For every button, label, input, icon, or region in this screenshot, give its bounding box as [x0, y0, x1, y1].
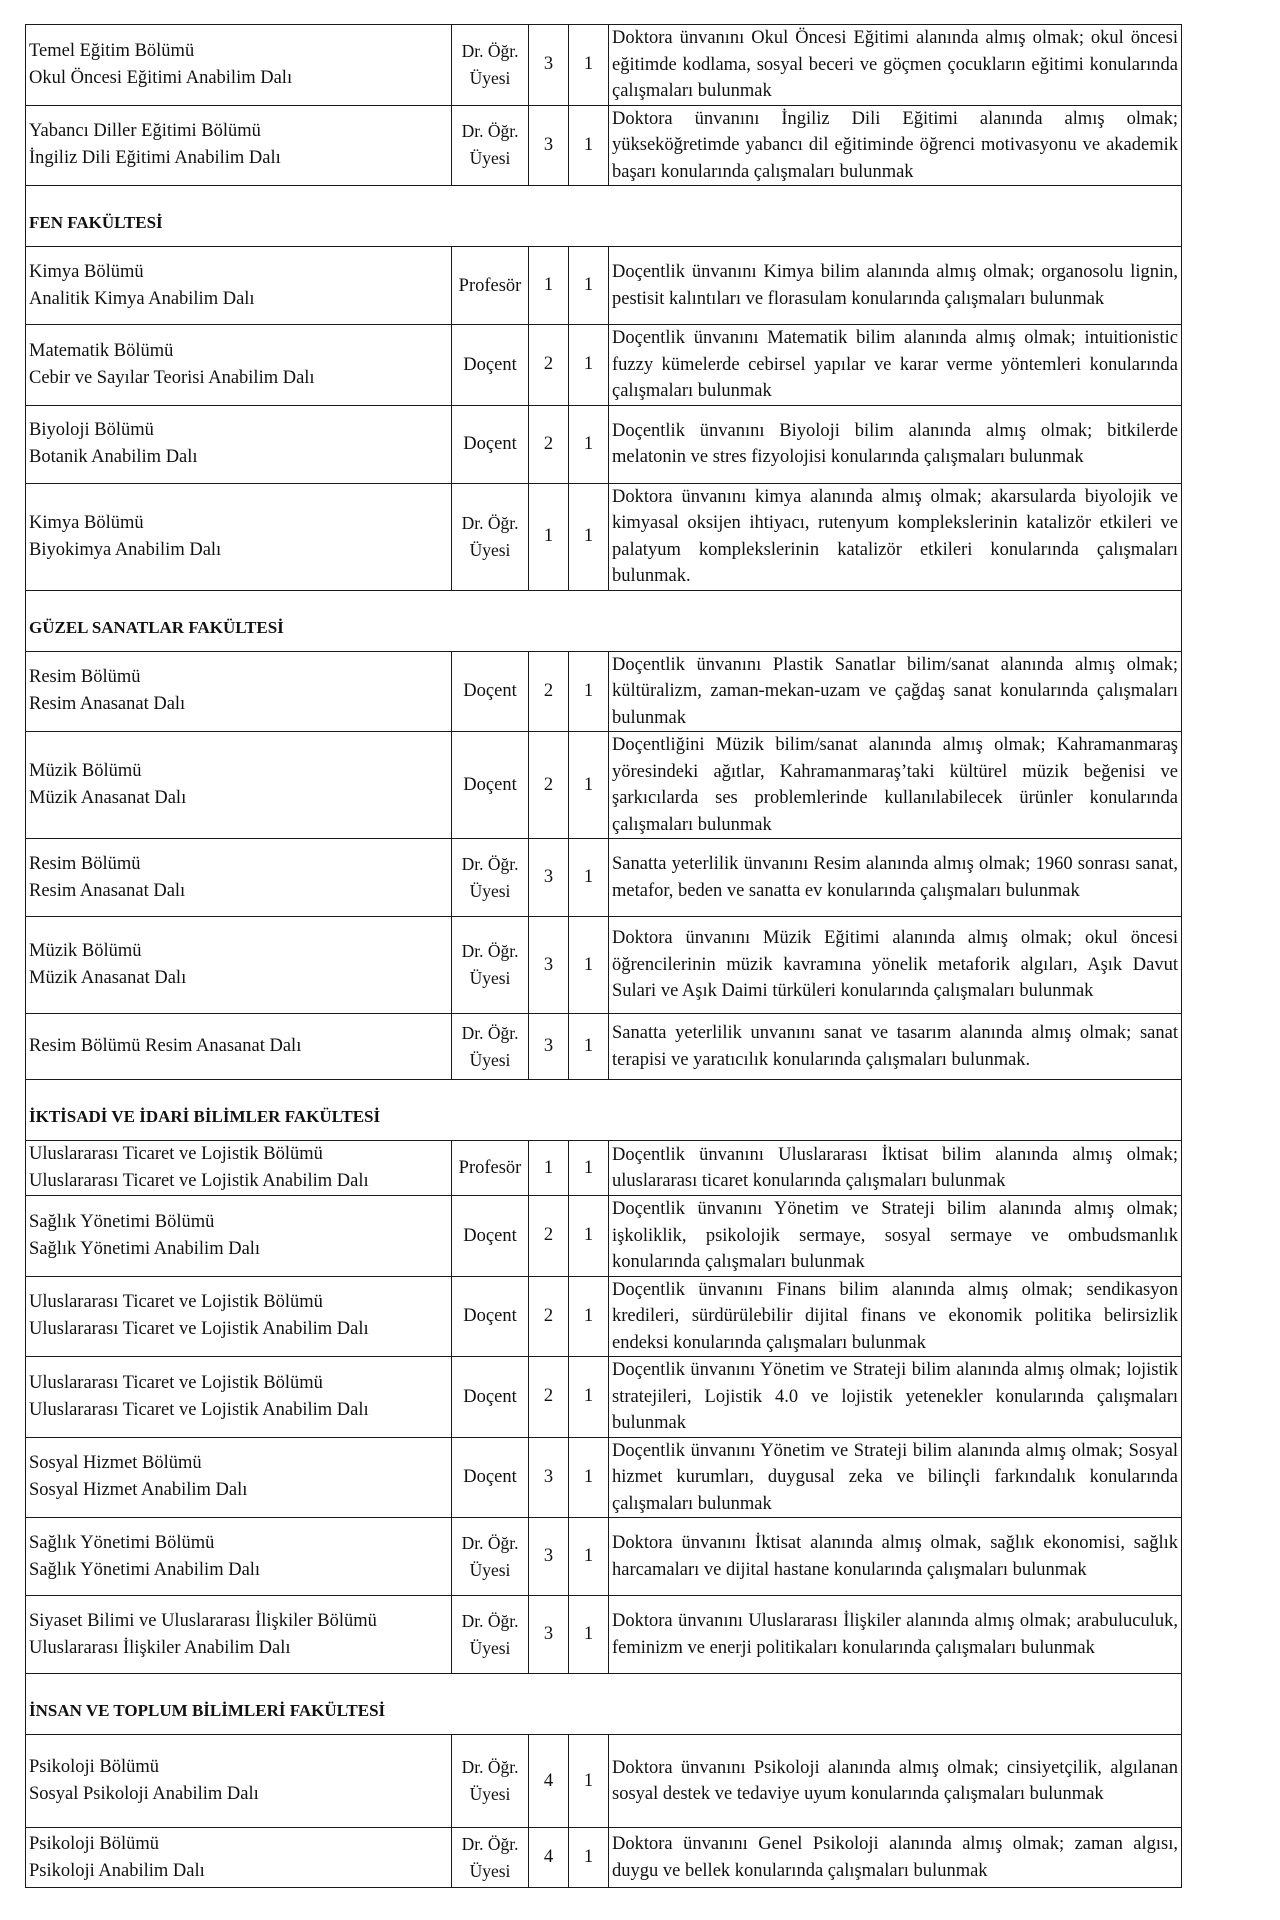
title-line: Üyesi [469, 539, 511, 560]
title-line: Doçent [463, 681, 517, 702]
unit-line: Resim Bölümü [29, 853, 141, 874]
unit-line: Cebir ve Sayılar Teorisi Anabilim Dalı [29, 367, 315, 388]
table-row [26, 1735, 1182, 1828]
requirement-text: Doktora ünvanını İktisat alanında almış olmak, sağlık ekonomisi, sağlık harcamaları ve dijital hastane konularında çalışmaları bulunmak [612, 1533, 1178, 1580]
unit-line: Uluslararası Ticaret ve Lojistik Anabilim Dalı [29, 1399, 369, 1420]
requirement-text: Doktora ünvanını Okul Öncesi Eğitimi alanında almış olmak; okul öncesi eğitimde kodlama, sosyal beceri ve göçmen çocukların eğitimi konularında çalışmaları bulunmak [612, 28, 1178, 101]
unit-cell [26, 1141, 452, 1196]
count-cell: 1 [569, 1141, 609, 1196]
unit-line: Sağlık Yönetimi Anabilim Dalı [29, 1559, 261, 1580]
degree-cell: 2 [529, 325, 569, 406]
degree-cell: 3 [529, 105, 569, 186]
requirement-cell [609, 1518, 1182, 1596]
title-line: Doçent [463, 1467, 517, 1488]
table-row [26, 25, 1182, 106]
unit-line: Okul Öncesi Eğitimi Anabilim Dalı [29, 67, 293, 88]
title-cell [452, 651, 529, 732]
title-cell [452, 325, 529, 406]
requirement-cell [609, 25, 1182, 106]
unit-line: Botanik Anabilim Dalı [29, 447, 198, 467]
title-line: Doçent [463, 1225, 517, 1246]
count-cell: 1 [569, 1276, 609, 1357]
table-row [26, 1276, 1182, 1357]
degree-cell: 3 [529, 839, 569, 917]
requirement-text: Doçentliğini Müzik bilim/sanat alanında almış olmak; Kahramanmaraş yöresindeki ağıtlar, Kahramanmaraş’taki kültürel müzik beğenisi ve şarkıcılarda ses problemlerinde kullanılabilecek ürünler konularında çalışmaları bulunmak [612, 735, 1178, 835]
unit-cell [26, 1014, 452, 1080]
title-line: Doçent [463, 775, 517, 795]
degree-cell: 3 [529, 1518, 569, 1596]
requirement-cell [609, 105, 1182, 186]
requirement-cell [609, 483, 1182, 590]
title-line: Doçent [463, 354, 517, 375]
unit-line: Yabancı Diller Eğitimi Bölümü [29, 121, 261, 142]
unit-line: Sağlık Yönetimi Bölümü [29, 1532, 215, 1553]
title-line: Profesör [458, 1158, 522, 1178]
unit-line: Uluslararası Ticaret ve Lojistik Bölümü [29, 1292, 323, 1313]
requirement-text: Doktora ünvanını Müzik Eğitimi alanında almış olmak; okul öncesi öğrencilerinin müzik kavramına yönelik metaforik algıları, Aşık Davut Sulari ve Aşık Daimi türküleri konularında çalışmaları bulunmak [612, 928, 1178, 1002]
unit-line: Kimya Bölümü [29, 261, 144, 282]
title-line: Üyesi [469, 1784, 511, 1804]
title-cell [452, 1437, 529, 1518]
unit-line: Sosyal Hizmet Anabilim Dalı [29, 1480, 248, 1501]
degree-cell: 3 [529, 1596, 569, 1674]
unit-cell [26, 483, 452, 590]
count-cell: 1 [569, 483, 609, 590]
requirement-cell [609, 1357, 1182, 1438]
table-row [26, 1196, 1182, 1277]
unit-cell [26, 839, 452, 917]
requirement-text: Doçentlik ünvanını Yönetim ve Strateji bilim alanında almış olmak; Sosyal hizmet kurumları, duygusal zeka ve bilinçli farkındalık konularında çalışmaları bulunmak [612, 1440, 1178, 1514]
title-line: Dr. Öğr. [461, 40, 519, 61]
requirement-text: Doçentlik ünvanını Finans bilim alanında almış olmak; sendikasyon kredileri, sürdürülebilir dijital finans ve ekonomik politika belirsizlik endeksi konularında çalışmaları bulunmak [612, 1279, 1178, 1353]
table-row [26, 483, 1182, 590]
faculty-header-row [26, 1080, 1182, 1141]
faculty-header-row [26, 1674, 1182, 1735]
title-line: Doçent [463, 434, 517, 454]
degree-cell: 1 [529, 247, 569, 325]
title-cell [452, 1141, 529, 1196]
title-cell [452, 1196, 529, 1277]
unit-line: Uluslararası Ticaret ve Lojistik Anabilim Dalı [29, 1171, 369, 1191]
unit-line: Resim Anasanat Dalı [29, 694, 186, 715]
unit-cell [26, 1196, 452, 1277]
unit-line: Sosyal Psikoloji Anabilim Dalı [29, 1784, 259, 1804]
table-row [26, 247, 1182, 325]
title-cell [452, 1735, 529, 1828]
degree-cell: 1 [529, 483, 569, 590]
requirement-text: Doçentlik ünvanını Plastik Sanatlar bilim/sanat alanında almış olmak; kültüralizm, zaman-mekan-uzam ve çağdaş sanat konularında çalışmaları bulunmak [612, 654, 1178, 728]
table-row [26, 1596, 1182, 1674]
unit-line: Uluslararası Ticaret ve Lojistik Bölümü [29, 1372, 323, 1393]
requirement-text: Doçentlik ünvanını Yönetim ve Strateji bilim alanında almış olmak; lojistik stratejileri, Lojistik 4.0 ve lojistik yetenekler konularında çalışmaları bulunmak [612, 1360, 1178, 1433]
requirement-cell [609, 1014, 1182, 1080]
unit-line: Analitik Kimya Anabilim Dalı [29, 288, 255, 309]
requirement-text: Doçentlik ünvanını Matematik bilim alanında almış olmak; intuitionistic fuzzy kümelerde cebirsel yapılar ve karar verme yöntemleri konularında çalışmaları bulunmak [612, 328, 1178, 401]
unit-line: Siyaset Bilimi ve Uluslararası İlişkiler Bölümü [29, 1610, 377, 1631]
count-cell: 1 [569, 839, 609, 917]
unit-line: Uluslararası Ticaret ve Lojistik Bölümü [29, 1144, 323, 1164]
requirement-cell [609, 1596, 1182, 1674]
unit-line: Biyokimya Anabilim Dalı [29, 539, 222, 560]
requirement-text: Doçentlik ünvanını Yönetim ve Strateji bilim alanında almış olmak; işkoliklik, psikolojik sermaye, sosyal sermaye ve ombudsmanlık konularında çalışmaları bulunmak [612, 1199, 1178, 1272]
count-cell: 1 [569, 325, 609, 406]
title-cell [452, 839, 529, 917]
title-line: Doçent [463, 1306, 517, 1327]
unit-cell [26, 105, 452, 186]
unit-cell [26, 917, 452, 1014]
unit-line: İngiliz Dili Eğitimi Anabilim Dalı [29, 148, 281, 169]
table-row [26, 325, 1182, 406]
count-cell: 1 [569, 25, 609, 106]
count-cell: 1 [569, 1196, 609, 1277]
unit-cell [26, 651, 452, 732]
unit-line: Kimya Bölümü [29, 512, 144, 533]
unit-cell [26, 1518, 452, 1596]
title-line: Dr. Öğr. [461, 1757, 519, 1777]
degree-cell: 1 [529, 1141, 569, 1196]
title-cell [452, 1276, 529, 1357]
title-cell [452, 732, 529, 839]
requirement-text: Doçentlik ünvanını Biyoloji bilim alanında almış olmak; bitkilerde melatonin ve stres fizyolojisi konularında çalışmaları bulunmak [612, 420, 1178, 467]
requirement-cell [609, 1828, 1182, 1888]
title-line: Profesör [458, 275, 522, 296]
title-line: Dr. Öğr. [461, 1833, 519, 1854]
unit-line: Resim Anasanat Dalı [29, 880, 186, 901]
requirement-cell [609, 1276, 1182, 1357]
title-line: Doçent [463, 1386, 517, 1407]
table-row [26, 839, 1182, 917]
title-cell [452, 917, 529, 1014]
requirement-text: Sanatta yeterlilik ünvanını Resim alanında almış olmak; 1960 sonrası sanat, metafor, beden ve sanatta ev konularında çalışmaları bulunmak [612, 854, 1178, 901]
degree-cell: 3 [529, 1014, 569, 1080]
count-cell: 1 [569, 1596, 609, 1674]
unit-cell [26, 25, 452, 106]
count-cell: 1 [569, 1828, 609, 1888]
title-line: Dr. Öğr. [461, 941, 519, 961]
requirement-text: Doktora ünvanını Genel Psikoloji alanında almış olmak; zaman algısı, duygu ve bellek konularında çalışmaları bulunmak [612, 1834, 1178, 1881]
unit-line: Matematik Bölümü [29, 340, 174, 361]
requirement-text: Doçentlik ünvanını Kimya bilim alanında almış olmak; organosolu lignin, pestisit kalıntıları ve florasulam konularında çalışmaları bulunmak [612, 262, 1178, 309]
count-cell: 1 [569, 1735, 609, 1828]
count-cell: 1 [569, 105, 609, 186]
count-cell: 1 [569, 1014, 609, 1080]
count-cell: 1 [569, 651, 609, 732]
title-cell [452, 483, 529, 590]
title-cell [452, 105, 529, 186]
title-line: Dr. Öğr. [461, 1022, 519, 1043]
degree-cell: 2 [529, 732, 569, 839]
document-page [25, 24, 1181, 1888]
title-line: Dr. Öğr. [461, 1532, 519, 1553]
title-line: Dr. Öğr. [461, 853, 519, 874]
requirement-cell [609, 1735, 1182, 1828]
unit-line: Psikoloji Bölümü [29, 1757, 160, 1777]
unit-line: Psikoloji Anabilim Dalı [29, 1860, 205, 1881]
requirement-cell [609, 325, 1182, 406]
requirement-cell [609, 1437, 1182, 1518]
table-row [26, 1141, 1182, 1196]
unit-line: Sağlık Yönetimi Anabilim Dalı [29, 1238, 261, 1259]
unit-cell [26, 325, 452, 406]
unit-cell [26, 1276, 452, 1357]
unit-line: Uluslararası İlişkiler Anabilim Dalı [29, 1637, 291, 1658]
count-cell: 1 [569, 1518, 609, 1596]
unit-cell [26, 1596, 452, 1674]
unit-line: Müzik Bölümü [29, 941, 142, 961]
unit-cell [26, 1357, 452, 1438]
requirement-text: Doktora ünvanını Uluslararası İlişkiler alanında almış olmak; arabuluculuk, feminizm ve enerji politikaları konularında çalışmaları bulunmak [612, 1611, 1178, 1658]
unit-line: Müzik Anasanat Dalı [29, 788, 187, 808]
unit-cell [26, 247, 452, 325]
table-row [26, 1437, 1182, 1518]
count-cell: 1 [569, 405, 609, 483]
title-cell [452, 1828, 529, 1888]
degree-cell: 2 [529, 1276, 569, 1357]
count-cell: 1 [569, 917, 609, 1014]
degree-cell: 2 [529, 651, 569, 732]
faculty-title: GÜZEL SANATLAR FAKÜLTESİ [26, 590, 1182, 651]
positions-table-body [26, 25, 1182, 1888]
positions-table [25, 24, 1182, 1888]
requirement-cell [609, 1196, 1182, 1277]
table-row [26, 1828, 1182, 1888]
table-row [26, 105, 1182, 186]
table-row [26, 1518, 1182, 1596]
unit-line: Müzik Anasanat Dalı [29, 968, 187, 988]
requirement-cell [609, 732, 1182, 839]
faculty-header-row [26, 590, 1182, 651]
degree-cell: 2 [529, 1196, 569, 1277]
requirement-text: Doktora ünvanını Psikoloji alanında almış olmak; cinsiyetçilik, algılanan sosyal destek ve tedaviye uyum konularında çalışmaları bulunmak [612, 1757, 1178, 1804]
unit-cell [26, 1735, 452, 1828]
unit-line: Uluslararası Ticaret ve Lojistik Anabilim Dalı [29, 1319, 369, 1340]
count-cell: 1 [569, 247, 609, 325]
table-row [26, 917, 1182, 1014]
requirement-cell [609, 405, 1182, 483]
table-row [26, 405, 1182, 483]
unit-cell [26, 732, 452, 839]
title-cell [452, 247, 529, 325]
faculty-header-row [26, 186, 1182, 247]
title-line: Üyesi [469, 1637, 511, 1658]
unit-line: Resim Bölümü [29, 667, 141, 688]
requirement-text: Doktora ünvanını İngiliz Dili Eğitimi alanında almış olmak; yükseköğretimde yabancı dil eğitiminde öğrenci motivasyonu ve akademik başarı konularında çalışmaları bulunmak [612, 108, 1178, 182]
title-cell [452, 1518, 529, 1596]
requirement-cell [609, 839, 1182, 917]
requirement-cell [609, 1141, 1182, 1196]
degree-cell: 2 [529, 1357, 569, 1438]
title-cell [452, 1357, 529, 1438]
title-line: Üyesi [469, 1860, 511, 1881]
unit-line: Sağlık Yönetimi Bölümü [29, 1211, 215, 1232]
table-row [26, 1014, 1182, 1080]
title-cell [452, 405, 529, 483]
requirement-text: Doçentlik ünvanını Uluslararası İktisat bilim alanında almış olmak; uluslararası ticaret konularında çalışmaları bulunmak [612, 1144, 1178, 1191]
faculty-title: FEN FAKÜLTESİ [26, 186, 1182, 247]
requirement-cell [609, 651, 1182, 732]
count-cell: 1 [569, 1437, 609, 1518]
title-line: Üyesi [469, 1559, 511, 1580]
degree-cell: 2 [529, 405, 569, 483]
unit-line: Resim Bölümü Resim Anasanat Dalı [29, 1036, 302, 1056]
table-row [26, 1357, 1182, 1438]
count-cell: 1 [569, 732, 609, 839]
requirement-cell [609, 917, 1182, 1014]
count-cell: 1 [569, 1357, 609, 1438]
degree-cell: 3 [529, 25, 569, 106]
unit-cell [26, 405, 452, 483]
title-cell [452, 25, 529, 106]
unit-line: Sosyal Hizmet Bölümü [29, 1453, 202, 1474]
requirement-text: Sanatta yeterlilik unvanını sanat ve tasarım alanında almış olmak; sanat terapisi ve yaratıcılık konularında çalışmaları bulunmak. [612, 1023, 1178, 1070]
title-line: Üyesi [469, 1049, 511, 1070]
title-line: Üyesi [469, 148, 511, 169]
unit-line: Temel Eğitim Bölümü [29, 40, 195, 61]
unit-line: Psikoloji Bölümü [29, 1833, 160, 1854]
faculty-title: İKTİSADİ VE İDARİ BİLİMLER FAKÜLTESİ [26, 1080, 1182, 1141]
title-cell [452, 1596, 529, 1674]
degree-cell: 4 [529, 1828, 569, 1888]
title-line: Üyesi [469, 968, 511, 988]
table-row [26, 732, 1182, 839]
title-cell [452, 1014, 529, 1080]
title-line: Üyesi [469, 880, 511, 901]
degree-cell: 3 [529, 917, 569, 1014]
faculty-title: İNSAN VE TOPLUM BİLİMLERİ FAKÜLTESİ [26, 1674, 1182, 1735]
title-line: Dr. Öğr. [461, 512, 519, 533]
unit-cell [26, 1828, 452, 1888]
unit-cell [26, 1437, 452, 1518]
requirement-cell [609, 247, 1182, 325]
title-line: Dr. Öğr. [461, 1610, 519, 1631]
requirement-text: Doktora ünvanını kimya alanında almış olmak; akarsularda biyolojik ve kimyasal oksijen ihtiyacı, rutenyum komplekslerinin katalizör etkileri ve palatyum komplekslerinin katalizör etkileri konularında çalışmaları bulunmak. [612, 486, 1178, 586]
unit-line: Müzik Bölümü [29, 761, 142, 781]
degree-cell: 3 [529, 1437, 569, 1518]
unit-line: Biyoloji Bölümü [29, 420, 154, 440]
table-row [26, 651, 1182, 732]
degree-cell: 4 [529, 1735, 569, 1828]
title-line: Üyesi [469, 67, 511, 88]
title-line: Dr. Öğr. [461, 121, 519, 142]
